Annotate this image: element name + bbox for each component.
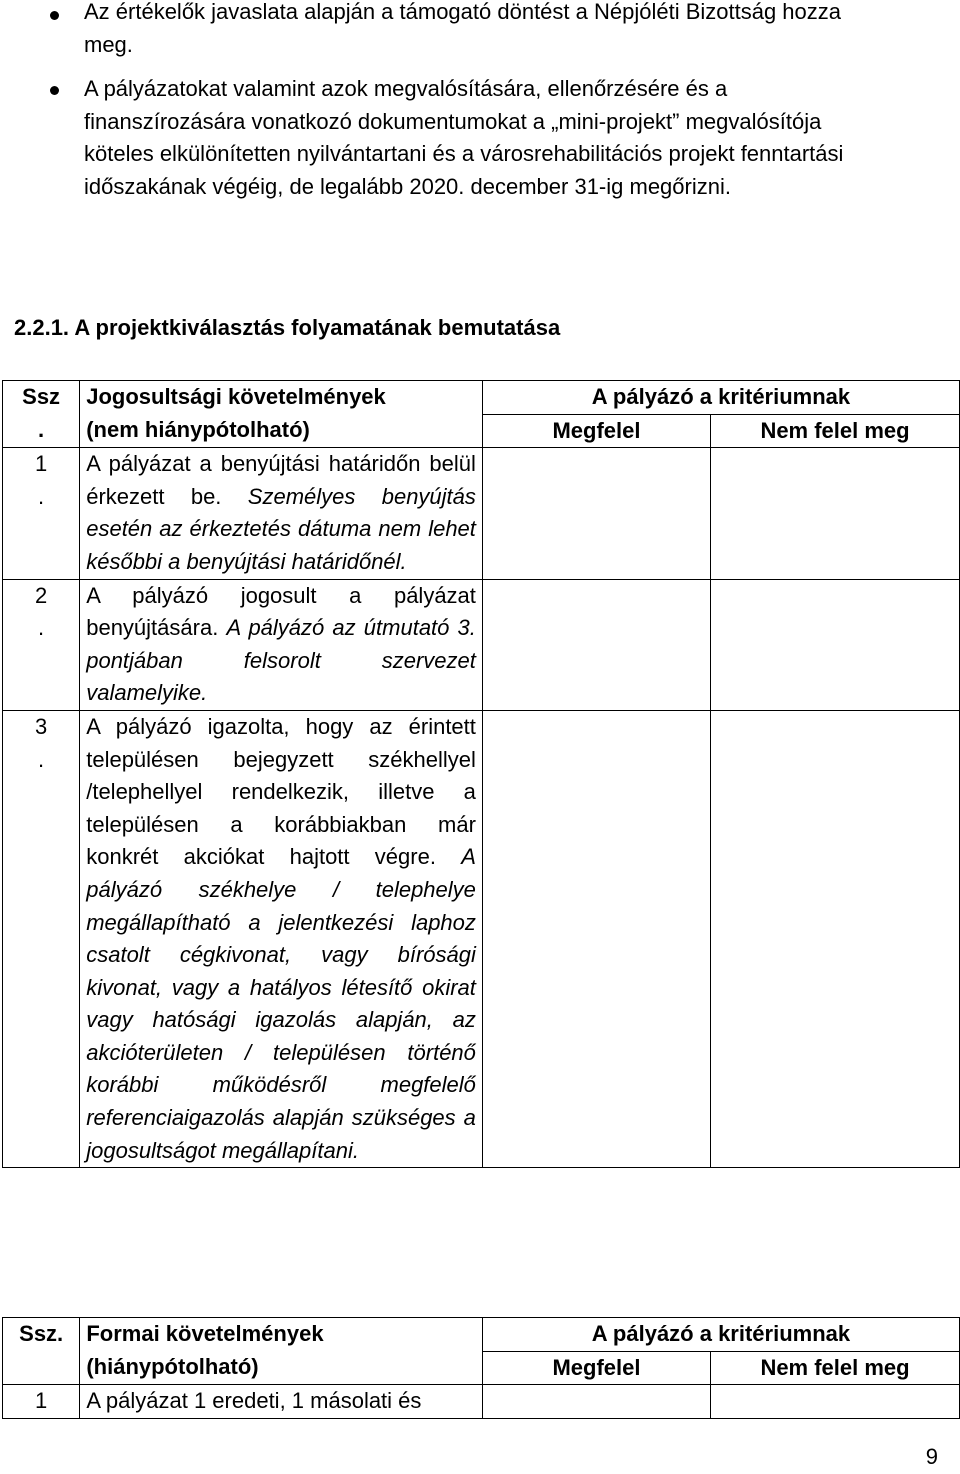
bullet-2-line-4: időszakának végéig, de legalább 2020. december 31-ig megőrizni. — [84, 173, 731, 199]
ssz-header-line-1: Ssz — [22, 384, 61, 409]
requirement-header — [80, 381, 483, 448]
table-row — [3, 579, 960, 710]
row-number-dot: . — [38, 483, 45, 509]
bullet-1-line-2: meg. — [84, 31, 133, 57]
nem-felel-meg-header: Nem felel meg — [711, 1351, 960, 1385]
page-number: 9 — [925, 1444, 938, 1469]
requirement-note: A pályázó az útmutató 3. pontjában felsorolt szervezet valamelyike. — [86, 615, 476, 706]
row-number — [3, 448, 80, 579]
requirement-cell — [80, 579, 483, 710]
requirement-text: A pályázat a benyújtási határidőn belül érkezett be. — [86, 451, 476, 509]
megfelel-header: Megfelel — [482, 414, 710, 448]
eligibility-table — [2, 380, 960, 1168]
requirement-cell: A pályázat 1 eredeti, 1 másolati és — [80, 1385, 483, 1419]
section-heading: 2.2.1. A projektkiválasztás folyamatának bemutatása — [14, 315, 561, 340]
requirement-header-line-1: Formai követelmények — [86, 1321, 324, 1346]
requirement-note: A pályázó székhelye / telephelye megállapítható a jelentkezési laphoz csatolt cégkivonat, vagy bírósági kivonat, vagy a hatályos létesítő okirat vagy hatósági igazolás alapján, az akcióterületen / településen történő korábbi működésről megfelelő referenciaigazolás alapján szükséges a jogosultságot megállapítani. — [86, 844, 476, 1163]
requirement-text: A pályázó jogosult a pályázat benyújtására. — [86, 582, 476, 641]
ssz-header-line-2: . — [38, 416, 45, 442]
ssz-header — [3, 381, 80, 448]
table-header-row — [3, 1318, 960, 1352]
bullet-2-line-3: köteles elkülönítetten nyilvántartani és a városrehabilitációs projekt fenntartási — [84, 141, 844, 166]
megfelel-cell[interactable] — [482, 579, 710, 710]
bullet-2-line-2: finanszírozására vonatkozó dokumentumokat a „mini-projekt” megvalósítója — [84, 108, 822, 134]
row-number-dot: . — [38, 746, 45, 772]
ssz-header: Ssz. — [3, 1318, 80, 1385]
megfelel-cell[interactable] — [482, 710, 710, 1167]
requirement-header-line-2: (hiánypótolható) — [86, 1353, 259, 1379]
bullet-1-line-1: Az értékelők javaslata alapján a támogató döntést a Népjóléti Bizottság hozza — [84, 0, 842, 24]
criteria-header: A pályázó a kritériumnak — [482, 381, 959, 415]
requirement-cell — [80, 710, 483, 1167]
nem-felel-meg-cell[interactable] — [711, 1385, 960, 1419]
requirement-header-line-2: (nem hiánypótolható) — [86, 416, 310, 442]
bullet-dot-icon — [50, 86, 59, 95]
row-number — [3, 579, 80, 710]
row-number-digit: 3 — [34, 713, 48, 739]
nem-felel-meg-header: Nem felel meg — [711, 414, 960, 448]
criteria-header: A pályázó a kritériumnak — [482, 1318, 959, 1352]
row-number — [3, 710, 80, 1167]
nem-felel-meg-cell[interactable] — [711, 448, 960, 579]
megfelel-header: Megfelel — [482, 1351, 710, 1385]
requirement-header-line-1: Jogosultsági követelmények — [86, 384, 386, 409]
nem-felel-meg-cell[interactable] — [711, 710, 960, 1167]
megfelel-cell[interactable] — [482, 448, 710, 579]
formal-requirements-table — [2, 1317, 960, 1419]
bullet-2-line-1: A pályázatokat valamint azok megvalósítására, ellenőrzésére és a — [84, 76, 728, 101]
row-number-digit: 1 — [34, 451, 48, 477]
requirement-cell — [80, 448, 483, 579]
table-row — [3, 1385, 960, 1419]
bullet-dot-icon — [50, 11, 59, 20]
row-number-dot: . — [38, 615, 45, 641]
row-number: 1 — [3, 1385, 80, 1419]
table-row — [3, 710, 960, 1167]
row-number-digit: 2 — [34, 582, 48, 608]
requirement-header — [80, 1318, 483, 1385]
requirement-text: A pályázó igazolta, hogy az érintett településen bejegyzett székhellyel /telephellyel rendelkezik, illetve a településen a korábbiakban már konkrét akciókat hajtott végre. — [86, 713, 476, 870]
bullet-item-1 — [84, 0, 942, 61]
megfelel-cell[interactable] — [482, 1385, 710, 1419]
table-header-row — [3, 381, 960, 415]
requirement-note: Személyes benyújtás esetén az érkeztetés dátuma nem lehet későbbi a benyújtási határidőnél. — [86, 483, 476, 574]
bullet-item-2 — [84, 73, 942, 203]
nem-felel-meg-cell[interactable] — [711, 579, 960, 710]
table-row — [3, 448, 960, 579]
